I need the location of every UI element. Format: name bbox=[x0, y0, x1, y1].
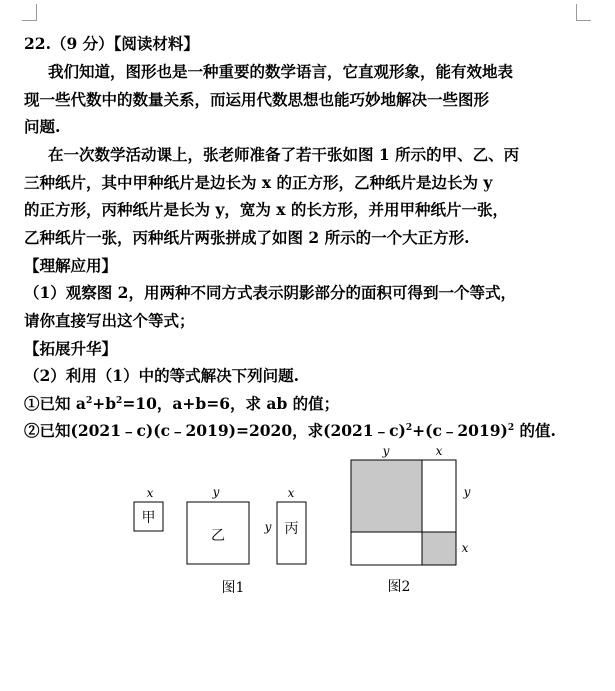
yi-side-label: y bbox=[212, 485, 220, 499]
figure2-caption: 图2 bbox=[387, 579, 411, 595]
sub1-prefix: ①已知 a bbox=[24, 394, 86, 413]
sub1-exp2: 2 bbox=[116, 396, 123, 406]
bing-label: 丙 bbox=[284, 521, 299, 537]
sub2-prefix: ②已知(2021﹣c)(c﹣2019)=2020，求(2021﹣c) bbox=[24, 421, 406, 440]
part1-line-1: （1）观察图 2，用两种不同方式表示阴影部分的面积可得到一个等式， bbox=[24, 283, 516, 302]
fig2-top-label-y: y bbox=[382, 444, 390, 458]
figure-1 bbox=[134, 485, 306, 596]
activity-line-3: 的正方形，丙种纸片是长为 y，宽为 x 的长方形，并用甲种纸片一张， bbox=[24, 200, 508, 219]
fig2-right-label-x: x bbox=[461, 541, 469, 555]
jia-side-label: x bbox=[146, 486, 154, 500]
sub1-suffix: =10，a+b=6，求 ab 的值； bbox=[122, 394, 340, 413]
intro-line-1: 我们知道，图形也是一种重要的数学语言，它直观形象，能有效地表 bbox=[48, 62, 514, 81]
section-understand: 【理解应用】 bbox=[24, 256, 118, 275]
bing-left-label: y bbox=[264, 520, 272, 534]
activity-line-4: 乙种纸片一张，丙种纸片两张拼成了如图 2 所示的一个大正方形. bbox=[24, 228, 470, 247]
yi-label: 乙 bbox=[211, 528, 225, 544]
figure1-caption: 图1 bbox=[221, 580, 245, 596]
shaded-square-large bbox=[351, 460, 422, 532]
sub2-mid: +(c﹣2019) bbox=[412, 421, 508, 440]
intro-line-3: 问题. bbox=[24, 117, 61, 136]
activity-line-1: 在一次数学活动课上，张老师准备了若干张如图 1 所示的甲、乙、丙 bbox=[48, 145, 520, 164]
sub2-suffix: 的值. bbox=[514, 421, 556, 440]
figure-2 bbox=[351, 444, 471, 595]
bing-top-label: x bbox=[287, 486, 295, 500]
sub2-exp2: 2 bbox=[507, 423, 515, 433]
part2-intro: （2）利用（1）中的等式解决下列问题. bbox=[24, 366, 299, 385]
sub1-mid: +b bbox=[92, 394, 117, 413]
sub1-exp1: 2 bbox=[85, 396, 93, 406]
jia-label: 甲 bbox=[141, 510, 156, 526]
fig2-right-label-y: y bbox=[463, 485, 471, 499]
intro-line-2: 现一些代数中的数量关系，而运用代数思想也能巧妙地解决一些图形 bbox=[24, 90, 490, 109]
part1-line-2: 请你直接写出这个等式； bbox=[24, 311, 195, 330]
activity-line-2: 三种纸片，其中甲种纸片是边长为 x 的正方形，乙种纸片是边长为 y bbox=[24, 173, 493, 192]
sub2-exp1: 2 bbox=[405, 423, 413, 433]
shaded-square-small bbox=[422, 532, 456, 565]
section-extend: 【拓展升华】 bbox=[24, 339, 118, 358]
question-header: 22.（9 分）【阅读材料】 bbox=[24, 34, 199, 53]
fig2-top-label-x: x bbox=[435, 444, 443, 458]
